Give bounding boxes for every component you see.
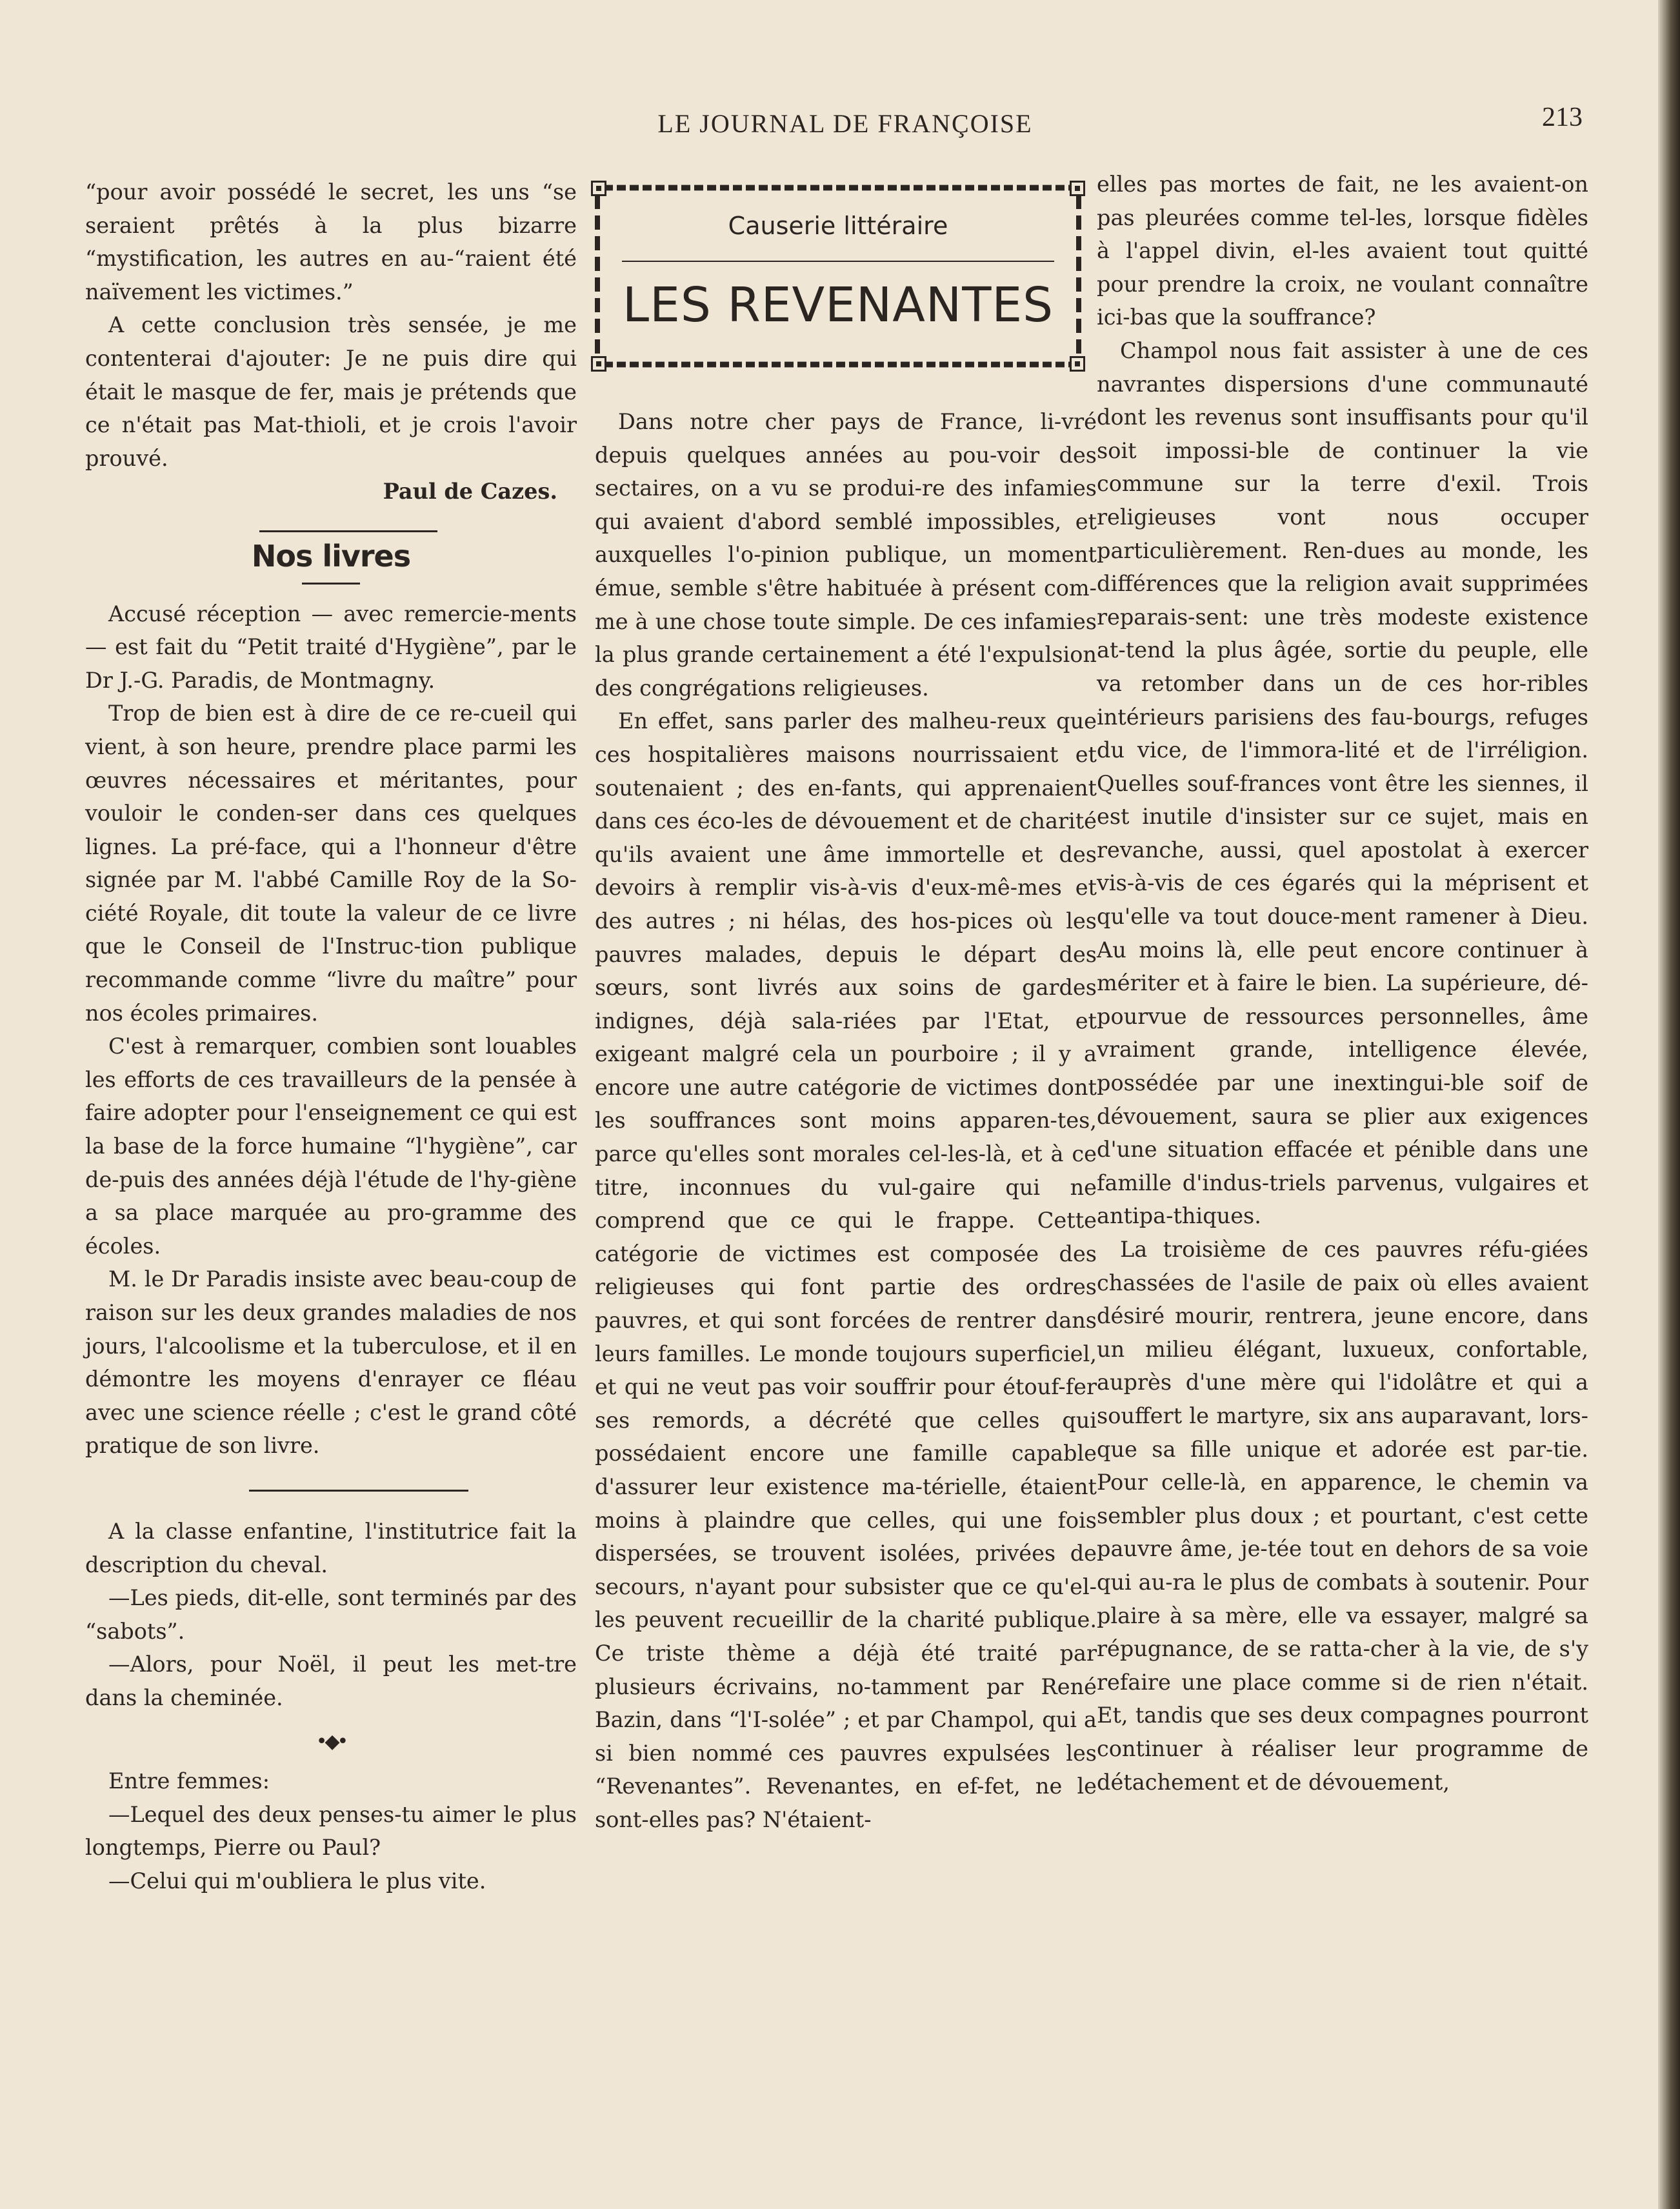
paragraph: —Alors, pour Noël, il peut les met-tre dans la cheminée. — [85, 1652, 577, 1710]
article-kicker: Causerie littéraire — [728, 212, 948, 240]
kicker-rule — [622, 261, 1054, 262]
paragraph: La troisième de ces pauvres réfu-giées chassées de l'asile de paix où elles avaient désiré mourir, rentrera, jeune encore, dans un milieu élégant, luxueux, confortable, auprès d'une mère qui l'idolâtre et qui a souffert le martyre, six ans auparavant, lors-que sa fille unique et adorée est par-tie. Pour celle-là, en apparence, le chemin va sembler plus doux ; et pourtant, c'est cette pauvre âme, je-tée tout en dehors de sa voie qui au-ra le plus de combats à soutenir. Pour plaire à sa mère, elle va essayer, malgré sa répugnance, de se ratta-cher à la vie, de s'y refaire une place comme si de rien n'était. Et, tandis que ses deux compagnes pourront continuer à réaliser leur programme de détachement et de dévouement, — [1097, 1237, 1588, 1795]
section-divider — [249, 1490, 468, 1492]
author-signature: Paul de Cazes. — [383, 479, 557, 505]
ornament-divider: •◆• — [315, 1730, 346, 1753]
box-border-bottom — [591, 357, 1085, 372]
section-divider — [225, 530, 437, 532]
paragraph: A cette conclusion très sensée, je me contenterai d'ajouter: Je ne puis dire qui était le masque de fer, mais je prétends que ce n'était pas Mat-thioli, et je crois l'avoir prouvé. — [85, 312, 577, 471]
column-middle — [595, 405, 1097, 1837]
article-title: LES REVENANTES — [622, 277, 1054, 333]
paragraph: Entre femmes: — [108, 1768, 270, 1794]
paragraph: —Celui qui m'oubliera le plus vite. — [108, 1868, 486, 1894]
article-title-box — [591, 181, 1085, 372]
corner-ornament — [591, 356, 606, 372]
section-title: Nos livres — [251, 538, 411, 574]
corner-ornament — [591, 181, 606, 196]
page-number: 213 — [1542, 103, 1583, 132]
paragraph: —Les pieds, dit-elle, sont terminés par des “sabots”. — [85, 1585, 577, 1644]
column-left — [85, 175, 577, 1898]
paragraph: En effet, sans parler des malheu-reux que ces hospitalières maisons nourrissaient et soutenaient ; des en-fants, qui apprenaient dans ces éco-les de dévouement et de charité qu'ils avaient une âme immortelle et des devoirs à remplir vis-à-vis d'eux-mê-mes et des autres ; ni hélas, des hos-pices où les pauvres malades, depuis le départ des sœurs, sont livrés aux soins de gardes indignes, déjà sala-riées par l'Etat, et exigeant malgré cela un pourboire ; il y a encore une autre catégorie de victimes dont les souffrances sont moins apparen-tes, parce qu'elles sont morales cel-les-là, et à ce titre, inconnues du vul-gaire qui ne comprend que ce qui le frappe. Cette catégorie de victimes est composée des religieuses qui font partie des ordres pauvres, et qui sont forcées de rentrer dans leurs familles. Le monde toujours superficiel, et qui ne veut pas voir souffrir pour étouf-fer ses remords, a décrété que celles qui possédaient encore une famille capable d'assurer leur existence ma-térielle, étaient moins à plaindre que celles, qui une fois dispersées, se trouvent isolées, privées de secours, n'ayant pour subsister que ce qu'el-les peuvent recueillir de la charité publique. Ce triste thème a déjà été traité par plusieurs écrivains, no-tamment par René Bazin, dans “l'I-solée” ; et par Champol, qui a si bien nommé ces pauvres expulsées les “Revenantes”. Revenantes, en ef-fet, ne le sont-elles pas? N'étaient- — [595, 708, 1097, 1832]
paragraph: C'est à remarquer, combien sont louables les efforts de ces travailleurs de la pensée à faire adopter pour l'enseignement ce qui est la base de la force humaine “l'hygiène”, car de-puis des années déjà l'étude de l'hy-giène a sa place marquée au pro-gramme des écoles. — [85, 1034, 577, 1259]
paragraph: Trop de bien est à dire de ce re-cueil qui vient, à son heure, prendre place parmi les œuvres nécessaires et méritantes, pour vouloir le conden-ser dans ces quelques lignes. La pré-face, qui a l'honneur d'être signée par M. l'abbé Camille Roy de la So-ciété Royale, dit toute la valeur de ce livre que le Conseil de l'Instruc-tion publique recommande comme “livre du maître” pour nos écoles primaires. — [85, 701, 577, 1026]
paragraph: M. le Dr Paradis insiste avec beau-coup de raison sur les deux grandes maladies de nos jours, l'alcoolisme et la tuberculose, et il en démontre les moyens d'enrayer ce fléau avec une science réelle ; c'est le grand côté pratique de son livre. — [85, 1266, 577, 1459]
paragraph: Accusé réception — avec remercie-ments — est fait du “Petit traité d'Hygiène”, par le Dr J.-G. Paradis, de Montmagny. — [85, 601, 577, 693]
paragraph: elles pas mortes de fait, ne les avaient-on pas pleurées comme tel-les, lorsque fidèles à l'appel divin, el-les avaient tout quitté pour prendre la croix, ne voulant connaître ici-bas que la souffrance? — [1097, 172, 1588, 330]
paragraph: Dans notre cher pays de France, li-vré depuis quelques années au pou-voir des sectaires, on a vu se produi-re des infamies qui avaient d'abord semblé impossibles, et auxquelles l'o-pinion publique, un moment émue, semble s'être habituée à présent com-me à une chose toute simple. De ces infamies la plus grande certainement a été l'expulsion des congrégations religieuses. — [595, 409, 1097, 701]
paragraph: —Lequel des deux penses-tu aimer le plus longtemps, Pierre ou Paul? — [85, 1801, 577, 1861]
corner-ornament — [1070, 181, 1085, 196]
running-head: LE JOURNAL DE FRANÇOISE — [657, 109, 1033, 138]
column-right — [1097, 168, 1588, 1799]
paragraph: Champol nous fait assister à une de ces navrantes dispersions d'une communauté dont les revenus sont insuffisants pour qu'il soit impossi-ble de continuer la vie commune sur la terre d'exil. Trois religieuses vont nous occuper particulièrement. Ren-dues au monde, les différences que la religion avait supprimées reparais-sent: une très modeste existence at-tend la plus âgée, sortie du peuple, elle va retomber dans un de ces hor-ribles intérieurs parisiens des fau-bourgs, refuges du vice, de l'immora-lité et de l'irréligion. Quelles souf-frances vont être les siennes, il est inutile d'insister sur ce sujet, mais en revanche, aussi, quel apostolat à exercer vis-à-vis de ces égarés qui la méprisent et qu'elle va tout douce-ment ramener à Dieu. Au moins là, elle peut encore continuer à mériter et à faire le bien. La supérieure, dé-pourvue de ressources personnelles, âme vraiment grande, intelligence élevée, possédée par une inextingui-ble soif de dévouement, saura se plier aux exigences d'une situation effacée et pénible dans une famille d'indus-triels parvenus, vulgaires et antipa-thiques. — [1097, 337, 1588, 1229]
box-border-top — [591, 181, 1085, 195]
paragraph: “pour avoir possédé le secret, les uns “se seraient prêtés à la plus bizarre “mystification, les autres en au-“raient été naïvement les victimes.” — [85, 179, 577, 305]
corner-ornament — [1070, 356, 1085, 372]
paragraph: A la classe enfantine, l'institutrice fait la description du cheval. — [85, 1518, 577, 1577]
title-underline — [302, 583, 360, 585]
book-spine-shadow — [1658, 0, 1680, 2209]
